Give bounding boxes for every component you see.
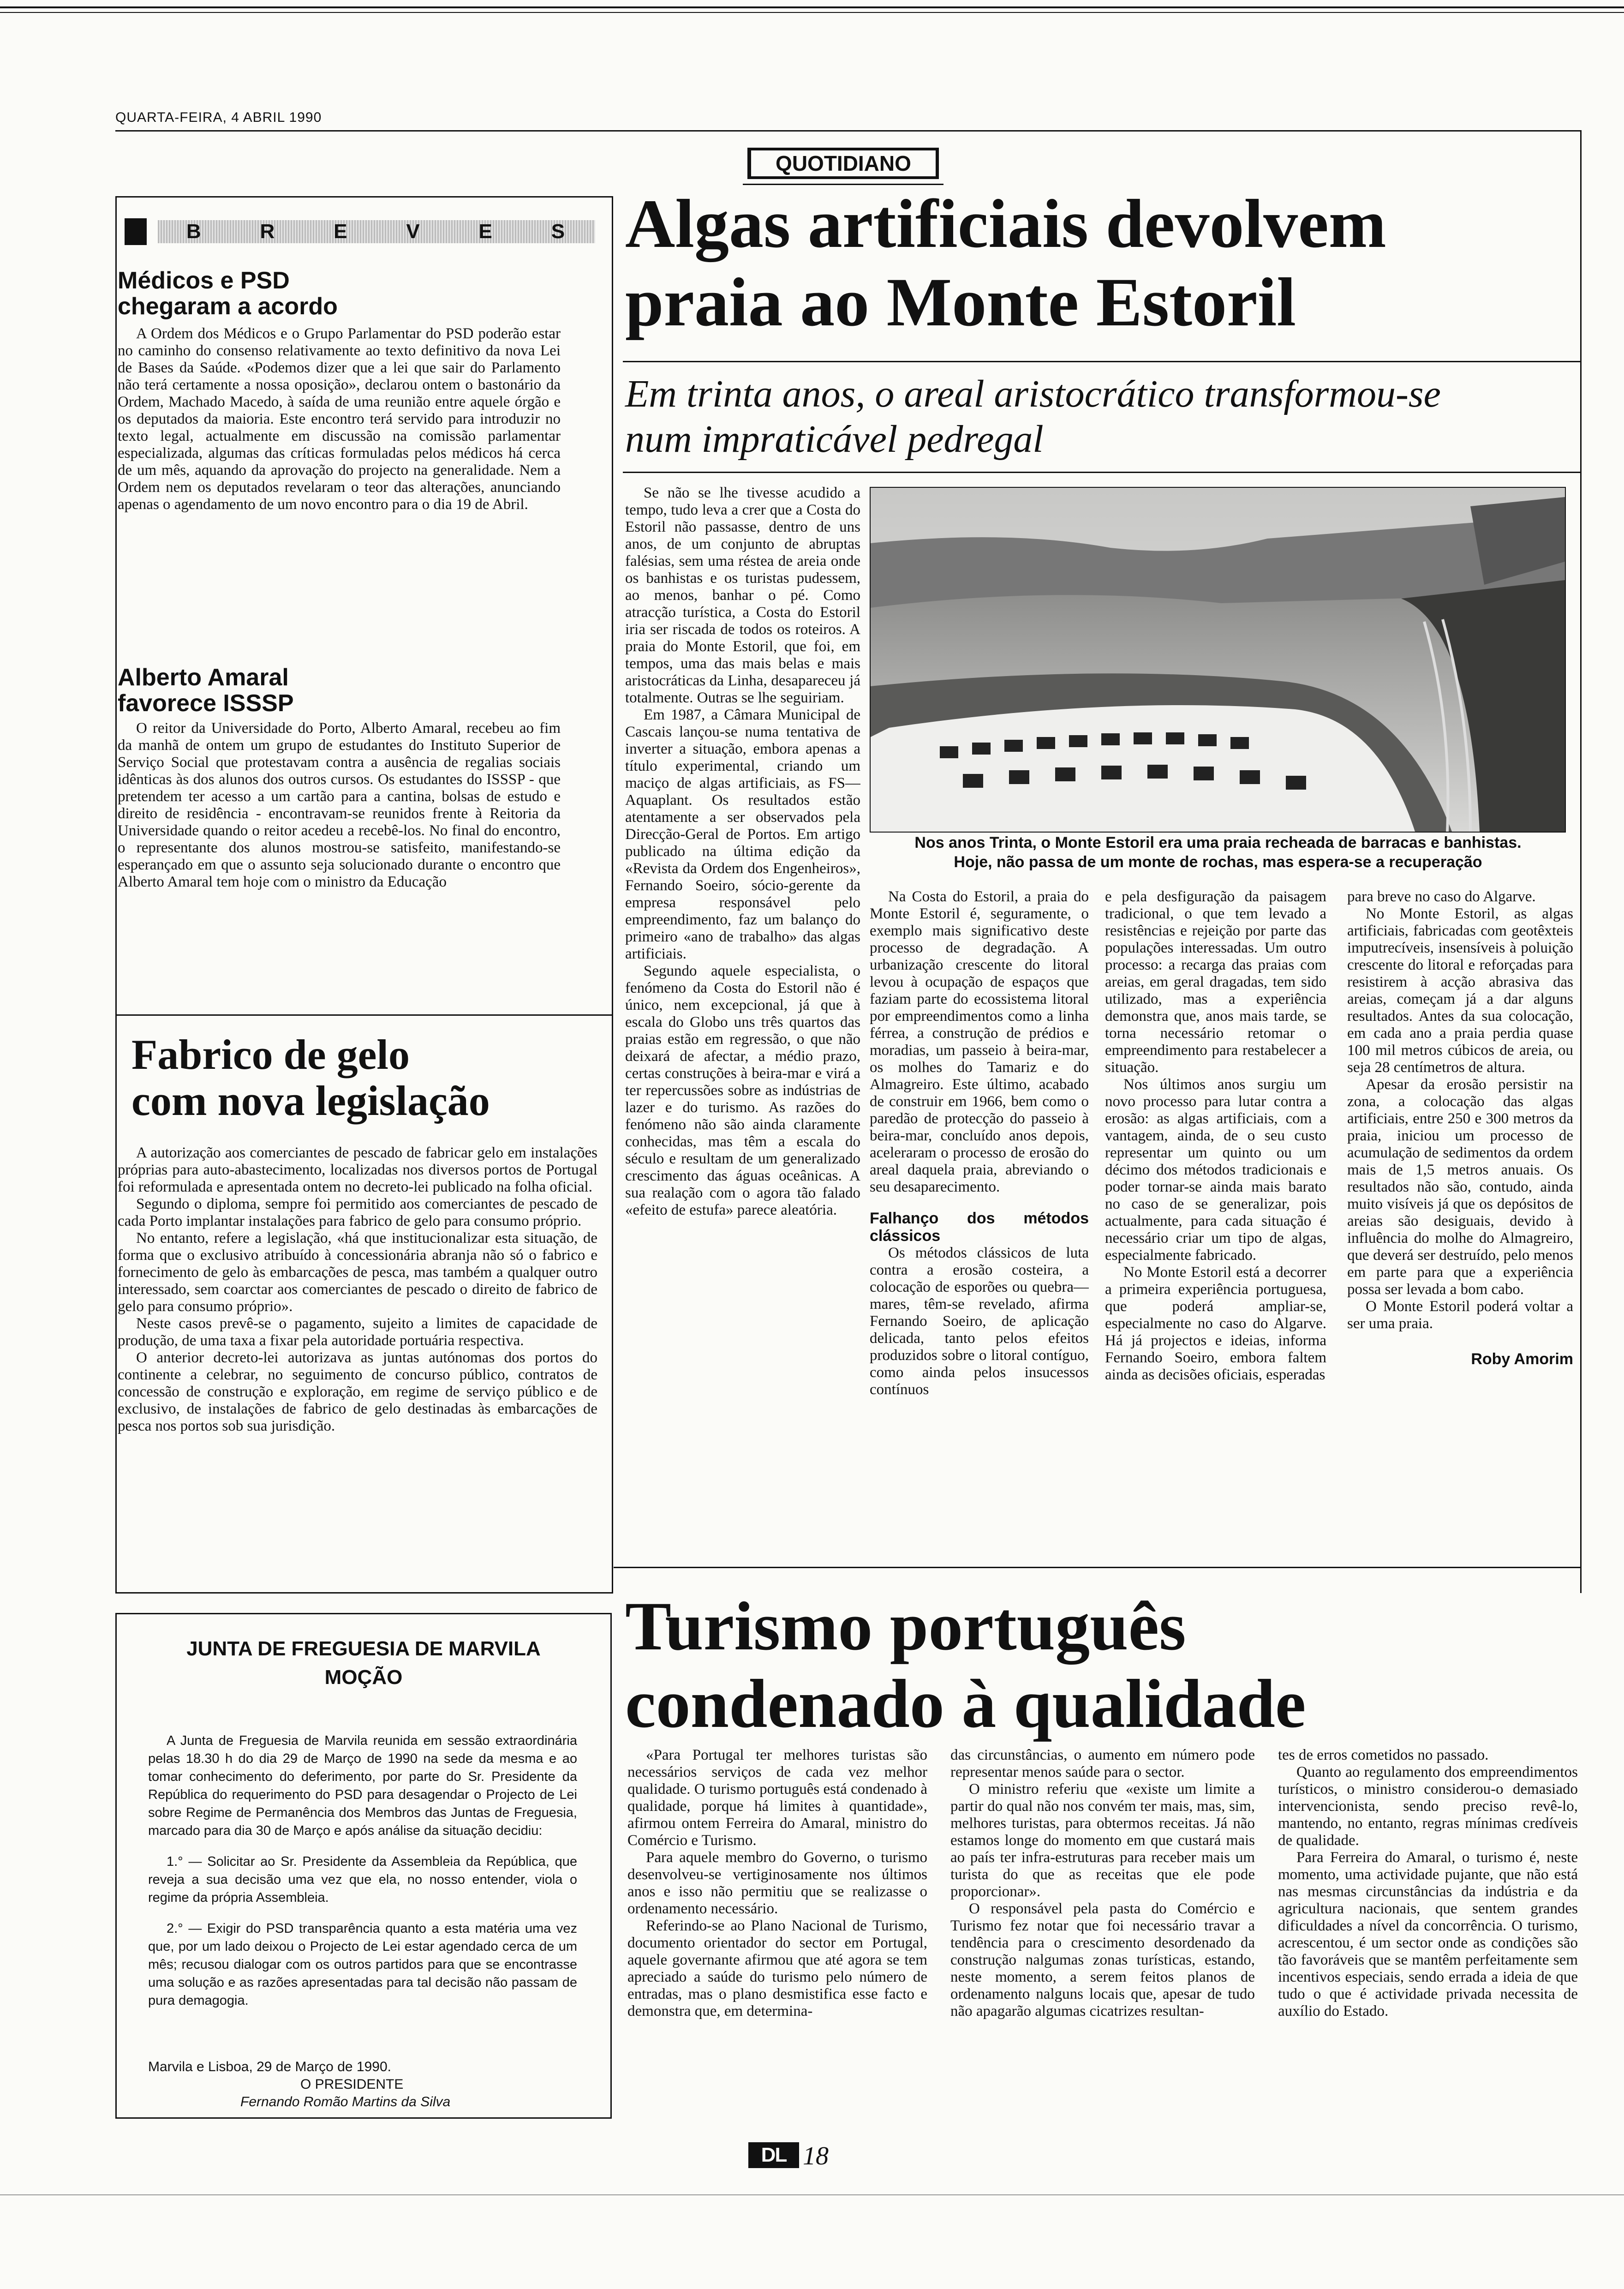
- breves-body-2: [118, 720, 561, 997]
- algas-column-4: [1347, 888, 1573, 1551]
- gelo-body: [118, 1144, 597, 1574]
- turismo-column-3: [1278, 1747, 1578, 2130]
- algas-subhead: Falhanço dos métodos clássicos: [870, 1210, 1089, 1245]
- breves-letter: V: [406, 220, 422, 243]
- mocao-title: JUNTA DE FREGUESIA DE MARVILA: [186, 1637, 541, 1660]
- paragraph: Para Ferreira do Amaral, o turismo é, neste momento, uma actividade pujante, que não está nas mesmas circunstâncias da indústria e da agricultura nacionais, que sentem grandes dificuldades a nível da concorrência. O turismo, acrescentou, é um sector onde as condições são tão favoráveis que se mantêm perfeitamente sem incentivos especiais, sendo errada a ideia de que tudo o que é actividade privada necessita de auxílio do Estado.: [1278, 1849, 1578, 2019]
- beach-photo-image: [871, 488, 1565, 832]
- algas-headline: [625, 185, 1571, 342]
- paragraph: No entanto, refere a legislação, «há que institucionalizar esta situação, de forma que o exclusivo atribuído à concessionária abranja não só o fabrico e fornecimento de gelo às embarcações de pesca, mas também a qualquer outro interessado, sem coarctar aos comerciantes de pescado o direito de fabrico de gelo para consumo próprio».: [118, 1230, 597, 1315]
- breves-body-1: [118, 325, 561, 644]
- paragraph: O responsável pela pasta do Comércio e Turismo fez notar que foi necessário travar a tendência para o crescimento desordenado da construção nalgumas zonas turísticas, estando, neste momento, a serem feitos planos de ordenamento nalguns locais que, apesar de tudo não apagarão algumas cicatrizes resultan-: [950, 1900, 1255, 2019]
- paragraph: O ministro referiu que «existe um limite a partir do qual não nos convém ter mais, mas, sim, melhores turistas, para obtermos receitas. Já não estamos longe do momento em que custará mais ao país ter infra-estruturas para receber mais um turista do que as receitas que ele pode proporcionar».: [950, 1781, 1255, 1900]
- paragraph: A autorização aos comerciantes de pescado de fabricar gelo em instalações próprias para auto-abastecimento, localizadas nos diversos portos de Portugal foi reformulada e apresentada ontem no decreto-lei publicado na folha oficial.: [118, 1144, 597, 1195]
- paragraph: O reitor da Universidade do Porto, Alberto Amaral, recebeu ao fim da manhã de ontem um grupo de estudantes do Instituto Superior de Serviço Social que protestavam contra a ausência de regalias sociais idênticas às dos alunos dos outros cursos. Os estudantes do ISSSP - que pretendem ter acesso a um cartão para a cantina, bolsas de estudo e direito de residência - encontravam-se reunidos frente à Reitoria da Universidade quando o reitor acedeu a recebê-los. No final do encontro, o representante dos alunos mostrou-se satisfeito, manifestando-se esperançado em que o assunto seja solucionado durante o encontro que Alberto Amaral tem hoje com o ministro da Educação: [118, 720, 561, 890]
- paragraph: Referindo-se ao Plano Nacional de Turismo, documento orientador do sector em Portugal, aquele governante afirmou que até agora se tem apreciado a saúde do turismo pelo número de entradas, mas o plano desmistifica esse facto e demonstra que, em determina-: [627, 1917, 927, 2019]
- deck-rule: [623, 472, 1580, 473]
- paragraph: e pela desfiguração da paisagem tradicional, o que tem levado a resistências e rejeição por parte das populações interessadas. Um outro processo: a recarga das praias com areias, em geral dragadas, tem sido utilizado, mas a experiência demonstra que, anos mais tarde, se torna necessário retomar o empreendimento para restabelecer a situação.: [1105, 888, 1326, 1076]
- gelo-headline: [131, 1031, 593, 1124]
- paragraph: Para aquele membro do Governo, o turismo desenvolveu-se vertiginosamente nos últimos anos e isso não permitiu que se realizasse o ordenamento necessário.: [627, 1849, 927, 1917]
- mocao-body: [148, 1732, 577, 2023]
- breves-label: [125, 218, 595, 245]
- algas-deck: [625, 372, 1576, 462]
- headline-rule: [623, 361, 1580, 362]
- paragraph: No Monte Estoril, as algas artificiais, fabricadas com geotêxteis imputrecíveis, insensíveis à poluição crescente do litoral e reforçadas para resistirem à acção abrasiva das areias, começam já a dar alguns resultados. Antes da sua colocação, em cada ano a praia perdia quase 100 mil metros cúbicos de areia, ou seja 28 centímetros de altura.: [1347, 905, 1573, 1076]
- breves-marker: [125, 218, 147, 245]
- headline-line: Algas artificiais devolvem: [625, 186, 1386, 262]
- paragraph: Neste casos prevê-se o pagamento, sujeito a limites de capacidade de produção, de uma taxa a fixar pela autoridade portuária respectiva.: [118, 1315, 597, 1349]
- paragraph: Nos últimos anos surgiu um novo processo para lutar contra a erosão: as algas artificiais, com a vantagem, ainda, de o seu custo representar um quinto ou um décimo dos métodos tradicionais e poder tornar-se ainda mais barato no caso de se generalizar, pois actualmente, para cada situação é necessário criar um tipo de algas, especialmente fabricado.: [1105, 1076, 1326, 1264]
- paragraph: Segundo aquele especialista, o fenómeno da Costa do Estoril não é único, nem excepcional, já que à escala do Globo uns três quartos das praias estão em regressão, o que não deixará de afectar, a médio prazo, certas construções à beira-mar e virá a ter repercussões sobre as indústrias de lazer e do turismo. As razões do fenómeno não são ainda claramente conhecidas, mas têm a escala do século e resultam de um generalizado crescimento das águas oceânicas. A sua realação com o agora tão falado «efeito de estufa» parece aleatória.: [625, 963, 860, 1218]
- top-rule-thin: [0, 12, 1624, 13]
- deck-line: Em trinta anos, o areal aristocrático transformou-se: [625, 372, 1441, 415]
- paragraph: Segundo o diploma, sempre foi permitido aos comerciantes de pescado de cada Porto implantar instalações para fabrico de gelo para consumo próprio.: [118, 1196, 597, 1229]
- mocao-role: O PRESIDENTE: [300, 2077, 404, 2092]
- publication-logo: DL: [748, 2142, 799, 2168]
- mocao-footer: [148, 2058, 577, 2111]
- section-tag: QUOTIDIANO: [751, 150, 936, 176]
- paragraph: Apesar da erosão persistir na zona, a colocação das algas artificiais, entre 250 e 300 metros da praia, iniciou um processo de acumulação de sedimentos da ordem mais de 1,5 metros anuais. Os resultados não são, contudo, ainda muito visíveis já que os depósitos de areias são desiguais, devido à influência do molhe do Almagreiro, que deverá ser destruído, pelo menos em parte para que a experiência possa ser levada a bom cabo.: [1347, 1076, 1573, 1298]
- algas-column-1: [625, 485, 860, 1551]
- headline-line: praia ao Monte Estoril: [625, 264, 1296, 341]
- article-divider: [614, 1567, 1580, 1568]
- breves-headline-2: Alberto Amaral favorece ISSSP: [118, 664, 294, 717]
- paragraph: tes de erros cometidos no passado.: [1278, 1747, 1489, 1763]
- paragraph: A Ordem dos Médicos e o Grupo Parlamentar do PSD poderão estar no caminho do consenso relativamente ao texto definitivo da nova Lei de Bases da Saúde. «Podemos dizer que a lei que sair do Parlamento não terá certamente a nossa oposição», declarou ontem o bastonário da Ordem, Machado Macedo, à saída de uma reunião entre aquele órgão e os deputados da maioria. Este encontro terá servido para introduzir no texto legal, actualmente em discussão na comissão parlamentar especializada, algumas das críticas formuladas pelos médicos há cerca de um mês, aquando da aprovação do projecto na generalidade. Nem a Ordem nem os deputados revelaram o teor das alterações, anunciando apenas o agendamento de um novo encontro para o dia 19 de Abril.: [118, 325, 561, 513]
- algas-column-2: [870, 888, 1089, 1551]
- paragraph: Se não se lhe tivesse acudido a tempo, tudo leva a crer que a Costa do Estoril não passasse, dentro de uns anos, de um conjunto de abruptas falésias, sem uma réstea de areia onde os banhistas e os turistas pudessem, ao menos, banhar o pé. Como atracção turística, a Costa do Estoril iria ser riscada de todos os roteiros. A praia do Monte Estoril, que foi, em tempos, uma das mais belas e mais aristocráticas da Linha, desapareceu já totalmente. Outras se lhe seguiriam.: [625, 485, 860, 706]
- dateline: QUARTA-FEIRA, 4 ABRIL 1990: [115, 110, 322, 125]
- right-frame-rule: [1580, 130, 1582, 1593]
- paragraph: No Monte Estoril está a decorrer a primeira experiência portuguesa, que poderá ampliar-se, especialmente no caso do Algarve. Há já projectos e ideias, informa Fernando Soeiro, embora faltem ainda as decisões oficiais, esperadas: [1105, 1264, 1326, 1383]
- mocao-box: [115, 1613, 612, 2119]
- turismo-headline: [625, 1588, 1576, 1743]
- byline: Roby Amorim: [1471, 1350, 1573, 1368]
- caption-line: Hoje, não passa de um monte de rochas, mas espera-se a recuperação: [954, 853, 1482, 871]
- paragraph: 1.° — Solicitar ao Sr. Presidente da Assembleia da República, que reveja a sua decisão uma vez que ela, no nosso entender, viola o regime da própria Assembleia.: [148, 1854, 577, 1905]
- paragraph: O anterior decreto-lei autorizava as juntas autónomas dos portos do continente a celebrar, no seguimento de concurso público, contratos de concessão de construção e exploração, em regime de serviço público e de exclusivo, de instalações de fabrico de gelo destinadas às embarcações de pesca nos portos sob sua jurisdição.: [118, 1349, 597, 1434]
- breves-letter: E: [478, 220, 494, 243]
- mocao-signatory: Fernando Romão Martins da Silva: [240, 2094, 451, 2109]
- deck-line: num impraticável pedregal: [625, 418, 1044, 461]
- headline-line: condenado à qualidade: [625, 1666, 1306, 1742]
- paragraph: Na Costa do Estoril, a praia do Monte Estoril é, seguramente, o exemplo mais significativo deste processo de degradação. A urbanização crescente do litoral levou à ocupação de espaços que faziam parte do ecossistema litoral por empreendimentos como a linha férrea, a construção de prédios e moradias, um passeio à beira-mar, os molhes do Tamariz e do Almagreiro. Este último, acabado de construir em 1966, bem como o paredão de protecção do passeio à beira-mar, concluído anos depois, aceleraram o processo de erosão do areal daquela praia, abreviando o seu desaparecimento.: [870, 888, 1089, 1195]
- mocao-subtitle: MOÇÃO: [324, 1666, 403, 1689]
- paragraph: «Para Portugal ter melhores turistas são necessários serviços de cada vez melhor qualidade. O turismo português está condenado à qualidade, porque há limites à quantidade», afirmou ontem Ferreira do Amaral, ministro do Comércio e Turismo.: [627, 1747, 927, 1849]
- turismo-column-2: [950, 1747, 1255, 2130]
- paragraph: 2.° — Exigir do PSD transparência quanto a esta matéria uma vez que, por um lado deixou o Projecto de Lei estar agendado cerca de um mês; recusou dialogar com os outros partidos para que se encontrasse uma solução e as razões apresentadas para tal decisão não passam de pura demagogia.: [148, 1921, 577, 2008]
- headline-line: com nova legislação: [131, 1077, 490, 1124]
- caption-line: Nos anos Trinta, o Monte Estoril era uma praia recheada de barracas e banhistas.: [914, 834, 1522, 851]
- breves-headline-1: Médicos e PSD chegaram a acordo: [118, 267, 338, 320]
- headline-line: Turismo português: [625, 1588, 1186, 1665]
- breves-letter: B: [186, 220, 203, 243]
- photo-caption: [877, 833, 1559, 872]
- paragraph: para breve no caso do Algarve.: [1347, 888, 1536, 905]
- breves-letter: S: [551, 220, 567, 243]
- header-rule: [115, 130, 1580, 132]
- paragraph: A Junta de Freguesia de Marvila reunida em sessão extraordinária pelas 18.30 h do dia 29 de Março de 1990 na sede da mesma e ao tomar conhecimento do deferimento, por parte do Sr. Presidente da República do requerimento do PSD para desagendar o Projecto de Lei sobre Regime de Permanência dos Membros das Juntas de Freguesia, marcado para dia 30 de Março e após análise da situação decidiu:: [148, 1733, 577, 1838]
- bottom-rule: [0, 2194, 1624, 2195]
- breves-letter: R: [260, 220, 277, 243]
- headline-line: Fabrico de gelo: [131, 1031, 410, 1078]
- breves-letter: E: [334, 220, 349, 243]
- breves-letters: [158, 220, 595, 243]
- mocao-place-date: Marvila e Lisboa, 29 de Março de 1990.: [148, 2059, 391, 2074]
- beach-photo: [870, 487, 1566, 833]
- algas-column-3: [1105, 888, 1326, 1551]
- paragraph: Quanto ao regulamento dos empreendimentos turísticos, o ministro considerou-o demasiado intervencionista, sendo preciso revê-lo, mantendo, no entanto, regras mínimas credíveis de qualidade.: [1278, 1764, 1578, 1849]
- turismo-column-1: [627, 1747, 927, 2130]
- top-rule: [0, 6, 1624, 8]
- paragraph: Os métodos clássicos de luta contra a erosão costeira, a colocação de esporões ou quebra—mares, têm-se revelado, afirma Fernando Soeiro, de aplicação delicada, tanto pelos efeitos produzidos sobre o litoral contíguo, como ainda pelos insucessos contínuos: [870, 1245, 1089, 1398]
- paragraph: O Monte Estoril poderá voltar a ser uma praia.: [1347, 1298, 1573, 1332]
- paragraph: das circunstâncias, o aumento em número pode representar menos saúde para o sector.: [950, 1747, 1255, 1780]
- paragraph: Em 1987, a Câmara Municipal de Cascais lançou-se numa tentativa de inverter a situação, embora apenas a título experimental, criando um maciço de algas artificiais, as FS—Aquaplant. Os resultados estão atentamente a ser observados pela Direcção-Geral de Portos. Em artigo publicado na última edição da «Revista da Ordem dos Engenheiros», Fernando Soeiro, sócio-gerente da empresa responsável pelo empreendimento, faz um balanço do primeiro «ano de trabalho» das algas artificiais.: [625, 707, 860, 962]
- page-number: 18: [803, 2142, 829, 2170]
